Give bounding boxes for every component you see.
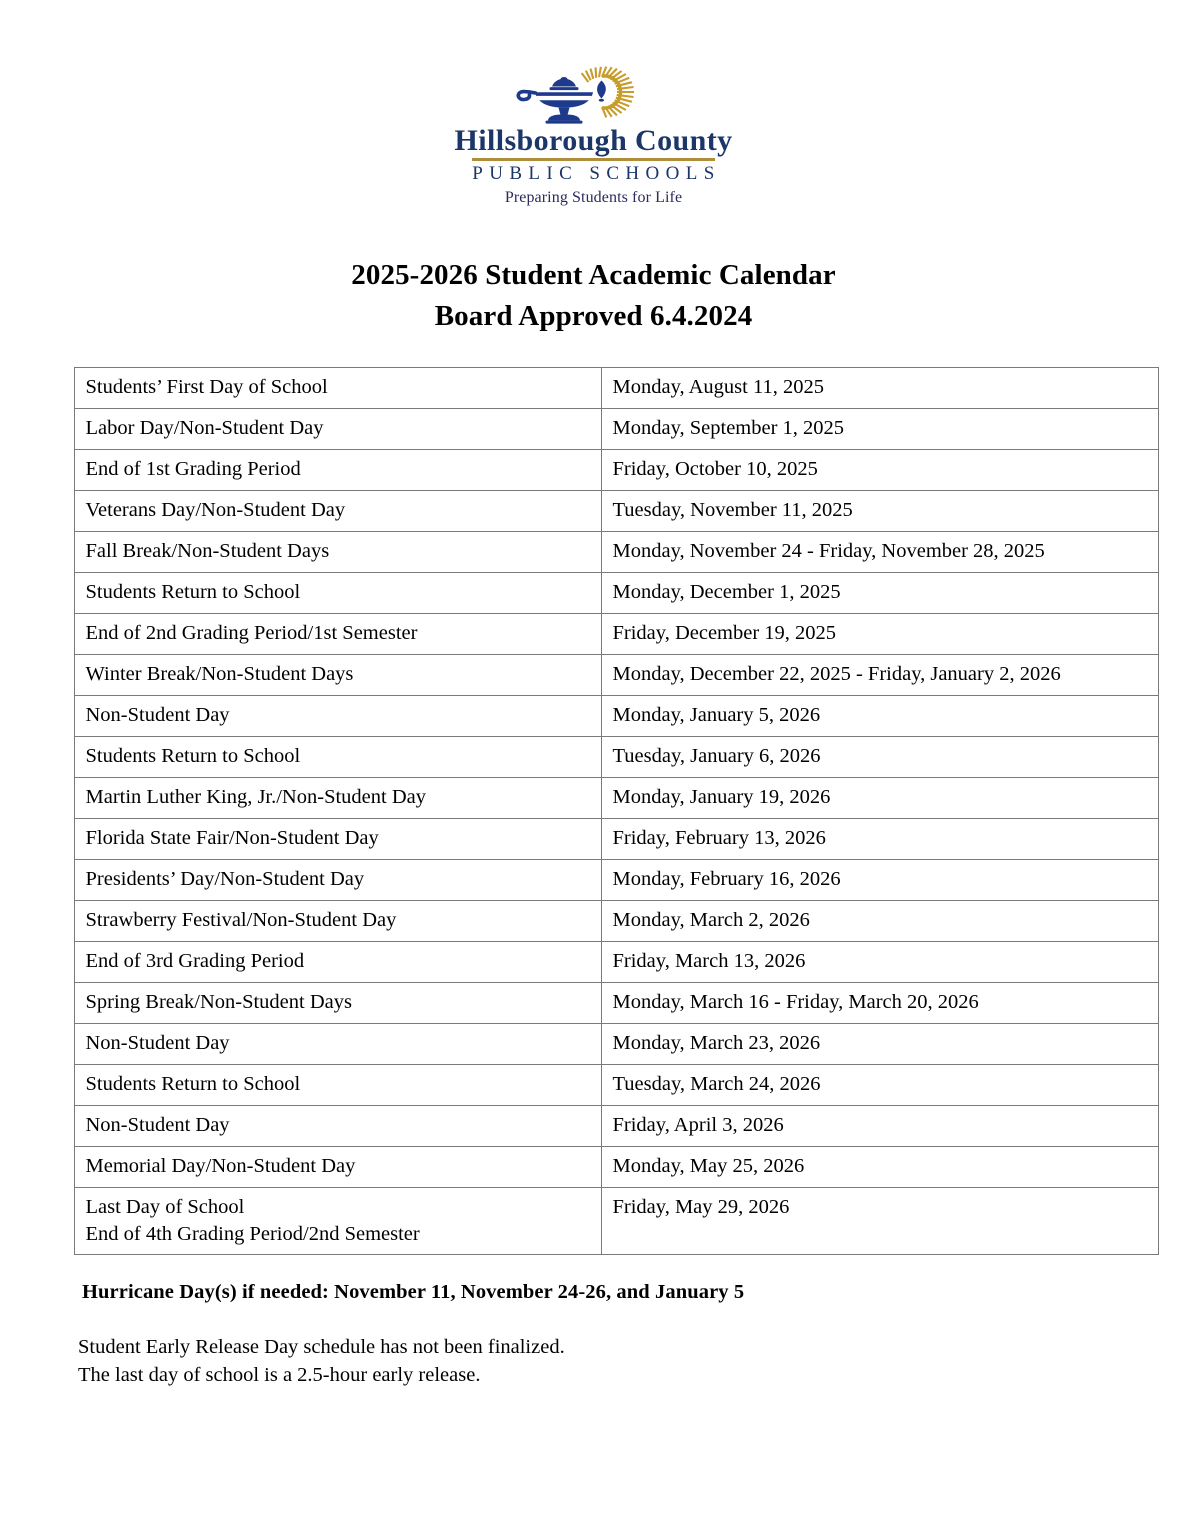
logo-wordmark: Hillsborough County <box>454 124 733 157</box>
calendar-event-text: Non-Student Day <box>85 703 230 726</box>
calendar-date-cell <box>601 408 1158 449</box>
calendar-event-cell <box>74 736 601 777</box>
calendar-date-text: Monday, March 23, 2026 <box>612 1031 821 1054</box>
calendar-date-cell <box>601 490 1158 531</box>
calendar-event-text-line2: End of 4th Grading Period/2nd Semester <box>85 1222 420 1245</box>
table-row <box>74 654 1158 695</box>
calendar-date-text: Monday, February 16, 2026 <box>612 867 841 890</box>
calendar-event-cell <box>74 1105 601 1146</box>
table-row <box>74 941 1158 982</box>
table-row <box>74 367 1158 408</box>
calendar-date-cell <box>601 982 1158 1023</box>
table-row <box>74 982 1158 1023</box>
early-release-note-line2: The last day of school is a 2.5-hour early release. <box>78 1363 481 1386</box>
calendar-event-cell <box>74 531 601 572</box>
table-row <box>74 1187 1158 1254</box>
calendar-date-text: Friday, May 29, 2026 <box>612 1195 790 1218</box>
calendar-date-cell <box>601 1105 1158 1146</box>
table-row <box>74 449 1158 490</box>
calendar-date-text: Monday, January 5, 2026 <box>612 703 821 726</box>
calendar-event-cell <box>74 982 601 1023</box>
calendar-event-cell <box>74 900 601 941</box>
calendar-date-cell <box>601 859 1158 900</box>
calendar-event-text: Fall Break/Non-Student Days <box>85 539 330 562</box>
calendar-event-cell <box>74 572 601 613</box>
calendar-event-text: Students Return to School <box>85 1072 301 1095</box>
table-row <box>74 1146 1158 1187</box>
table-row <box>74 736 1158 777</box>
calendar-event-cell <box>74 490 601 531</box>
calendar-event-text: Non-Student Day <box>85 1113 230 1136</box>
table-row <box>74 1023 1158 1064</box>
calendar-event-cell <box>74 367 601 408</box>
calendar-date-cell <box>601 367 1158 408</box>
calendar-event-cell <box>74 859 601 900</box>
table-row <box>74 777 1158 818</box>
calendar-date-cell <box>601 818 1158 859</box>
calendar-date-text: Friday, March 13, 2026 <box>612 949 806 972</box>
calendar-date-text: Monday, September 1, 2025 <box>612 416 845 439</box>
table-row <box>74 1064 1158 1105</box>
calendar-date-text: Monday, August 11, 2025 <box>612 375 824 398</box>
calendar-date-text: Monday, January 19, 2026 <box>612 785 831 808</box>
logo-tagline: Preparing Students for Life <box>504 188 683 206</box>
calendar-event-text: Veterans Day/Non-Student Day <box>85 498 346 521</box>
calendar-event-text: Winter Break/Non-Student Days <box>85 662 354 685</box>
calendar-event-cell <box>74 449 601 490</box>
calendar-date-cell <box>601 736 1158 777</box>
calendar-table-wrapper <box>74 367 1114 1255</box>
calendar-event-text: Strawberry Festival/Non-Student Day <box>85 908 397 931</box>
calendar-date-cell <box>601 1146 1158 1187</box>
calendar-event-cell <box>74 654 601 695</box>
calendar-date-cell <box>601 449 1158 490</box>
calendar-event-text: Martin Luther King, Jr./Non-Student Day <box>85 785 426 808</box>
logo-gold-rule <box>472 158 715 161</box>
calendar-date-cell <box>601 900 1158 941</box>
calendar-date-cell <box>601 613 1158 654</box>
calendar-date-cell <box>601 695 1158 736</box>
calendar-event-cell <box>74 408 601 449</box>
calendar-table-body <box>74 367 1158 1254</box>
calendar-event-cell <box>74 1023 601 1064</box>
calendar-event-text: Labor Day/Non-Student Day <box>85 416 324 439</box>
table-row <box>74 695 1158 736</box>
calendar-event-text: Students Return to School <box>85 744 301 767</box>
calendar-date-text: Monday, March 16 - Friday, March 20, 2026 <box>612 990 979 1013</box>
calendar-event-cell <box>74 1146 601 1187</box>
district-logo <box>0 0 1187 207</box>
early-release-notes <box>0 1334 1187 1389</box>
calendar-date-text: Tuesday, November 11, 2025 <box>612 498 853 521</box>
calendar-event-text: Spring Break/Non-Student Days <box>85 990 352 1013</box>
calendar-date-cell <box>601 1187 1158 1254</box>
calendar-event-text: Presidents’ Day/Non-Student Day <box>85 867 365 890</box>
table-row <box>74 572 1158 613</box>
early-release-note-line1: Student Early Release Day schedule has not been finalized. <box>78 1336 565 1359</box>
calendar-date-cell <box>601 531 1158 572</box>
page-title-line1: 2025-2026 Student Academic Calendar <box>351 258 836 291</box>
calendar-event-text: Students’ First Day of School <box>85 375 328 398</box>
table-row <box>74 818 1158 859</box>
calendar-event-cell <box>74 695 601 736</box>
table-row <box>74 900 1158 941</box>
calendar-event-text: Non-Student Day <box>85 1031 230 1054</box>
calendar-date-text: Tuesday, March 24, 2026 <box>612 1072 821 1095</box>
calendar-date-text: Monday, May 25, 2026 <box>612 1154 805 1177</box>
calendar-date-text: Monday, March 2, 2026 <box>612 908 810 931</box>
calendar-date-cell <box>601 1064 1158 1105</box>
table-row <box>74 613 1158 654</box>
page-title-line2: Board Approved 6.4.2024 <box>434 299 753 332</box>
calendar-date-cell <box>601 572 1158 613</box>
calendar-event-cell <box>74 1064 601 1105</box>
calendar-event-cell <box>74 777 601 818</box>
table-row <box>74 490 1158 531</box>
table-row <box>74 1105 1158 1146</box>
calendar-date-cell <box>601 777 1158 818</box>
lamp-of-knowledge-icon <box>509 62 679 124</box>
calendar-date-text: Monday, December 22, 2025 - Friday, January 2, 2026 <box>612 662 1061 685</box>
hurricane-days-note: Hurricane Day(s) if needed: November 11, November 24-26, and January 5 <box>82 1281 745 1304</box>
calendar-date-cell <box>601 1023 1158 1064</box>
calendar-event-cell <box>74 941 601 982</box>
table-row <box>74 859 1158 900</box>
page-title <box>0 255 1187 337</box>
table-row <box>74 531 1158 572</box>
calendar-date-cell <box>601 941 1158 982</box>
calendar-date-text: Friday, April 3, 2026 <box>612 1113 784 1136</box>
calendar-date-cell <box>601 654 1158 695</box>
calendar-date-text: Monday, December 1, 2025 <box>612 580 841 603</box>
table-row <box>74 408 1158 449</box>
calendar-event-text: Students Return to School <box>85 580 301 603</box>
calendar-event-cell <box>74 1187 601 1254</box>
calendar-event-text: Memorial Day/Non-Student Day <box>85 1154 356 1177</box>
calendar-date-text: Friday, December 19, 2025 <box>612 621 837 644</box>
calendar-event-text: End of 2nd Grading Period/1st Semester <box>85 621 418 644</box>
calendar-date-text: Monday, November 24 - Friday, November 28, 2025 <box>612 539 1045 562</box>
calendar-date-text: Friday, February 13, 2026 <box>612 826 826 849</box>
academic-calendar-table <box>74 367 1159 1255</box>
calendar-event-text: Last Day of School <box>85 1195 245 1218</box>
calendar-date-text: Friday, October 10, 2025 <box>612 457 818 480</box>
calendar-date-text: Tuesday, January 6, 2026 <box>612 744 821 767</box>
calendar-event-text: End of 3rd Grading Period <box>85 949 305 972</box>
calendar-event-cell <box>74 818 601 859</box>
calendar-event-text: Florida State Fair/Non-Student Day <box>85 826 379 849</box>
logo-subtitle: PUBLIC SCHOOLS <box>472 162 721 184</box>
calendar-event-text: End of 1st Grading Period <box>85 457 301 480</box>
calendar-event-cell <box>74 613 601 654</box>
